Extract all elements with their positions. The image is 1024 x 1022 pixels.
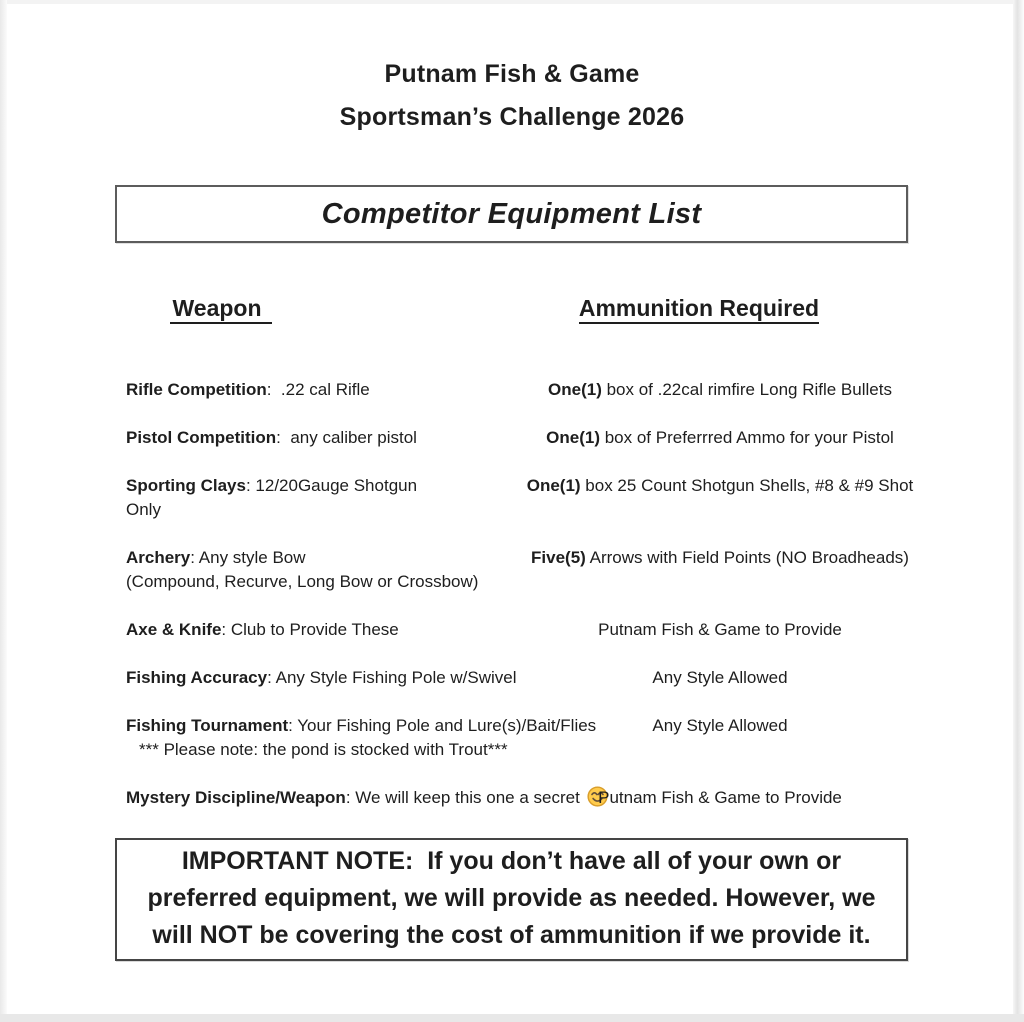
- scan-edge-left: [0, 0, 7, 1022]
- equipment-row-fishing-tournament: [0, 714, 1024, 762]
- weapon-cell: Fishing Accuracy: Any Style Fishing Pole w/Swivel: [126, 668, 517, 687]
- column-header-weapon: Weapon: [126, 293, 316, 323]
- document-title-line2: Sportsman’s Challenge 2026: [339, 103, 685, 131]
- equipment-row-rifle: [0, 378, 1024, 402]
- important-note-line1: IMPORTANT NOTE: If you don’t have all of your own or: [181, 847, 842, 875]
- equipment-row-pistol: [0, 426, 1024, 450]
- equipment-row-archery: [0, 546, 1024, 594]
- ammo-cell: Putnam Fish & Game to Provide: [598, 788, 842, 807]
- equipment-rows: [0, 378, 1024, 814]
- scan-edge-right: [1013, 0, 1024, 1022]
- weapon-cell: Sporting Clays: 12/20Gauge Shotgun Only: [126, 476, 418, 519]
- ammo-cell: Any Style Allowed: [652, 716, 788, 735]
- weapon-cell: Fishing Tournament: Your Fishing Pole and Lure(s)/Bait/Flies *** Please note: the pond is stocked with Trout***: [126, 716, 597, 759]
- equipment-row-sporting-clays: [0, 474, 1024, 522]
- equipment-row-axe-knife: [0, 618, 1024, 642]
- ammo-cell: One(1) box of Preferrred Ammo for your Pistol: [546, 428, 894, 447]
- document-title-line1: Putnam Fish & Game: [384, 60, 640, 88]
- weapon-cell: Mystery Discipline/Weapon: We will keep this one a secret: [126, 786, 476, 814]
- important-note-line3: will NOT be covering the cost of ammunition if we provide it.: [152, 921, 871, 949]
- equipment-row-mystery: [0, 786, 1024, 814]
- document-title: [0, 0, 1024, 139]
- scan-edge-bottom: [0, 1014, 1024, 1022]
- weapon-cell: Archery: Any style Bow (Compound, Recurve, Long Bow or Crossbow): [126, 548, 479, 591]
- ammo-cell: Putnam Fish & Game to Provide: [598, 620, 842, 639]
- equipment-list-title: Competitor Equipment List: [321, 197, 702, 230]
- column-headers: [0, 293, 1024, 323]
- ammo-cell: One(1) box of .22cal rimfire Long Rifle Bullets: [548, 380, 892, 399]
- equipment-row-fishing-accuracy: [0, 666, 1024, 690]
- weapon-cell: Axe & Knife: Club to Provide These: [126, 620, 399, 639]
- ammo-cell: Five(5) Arrows with Field Points (NO Broadheads): [531, 548, 909, 567]
- important-note-box: [115, 838, 908, 961]
- weapon-cell: Pistol Competition: any caliber pistol: [126, 428, 417, 447]
- equipment-list-title-box: [115, 185, 908, 243]
- ammo-cell: Any Style Allowed: [652, 668, 788, 687]
- ammo-cell: One(1) box 25 Count Shotgun Shells, #8 & #9 Shot: [526, 476, 914, 495]
- column-header-ammunition: Ammunition Required: [316, 293, 964, 323]
- scan-edge-top: [0, 0, 1024, 4]
- important-note-line2: preferred equipment, we will provide as needed. However, we: [147, 884, 876, 912]
- weapon-cell: Rifle Competition: .22 cal Rifle: [126, 380, 370, 399]
